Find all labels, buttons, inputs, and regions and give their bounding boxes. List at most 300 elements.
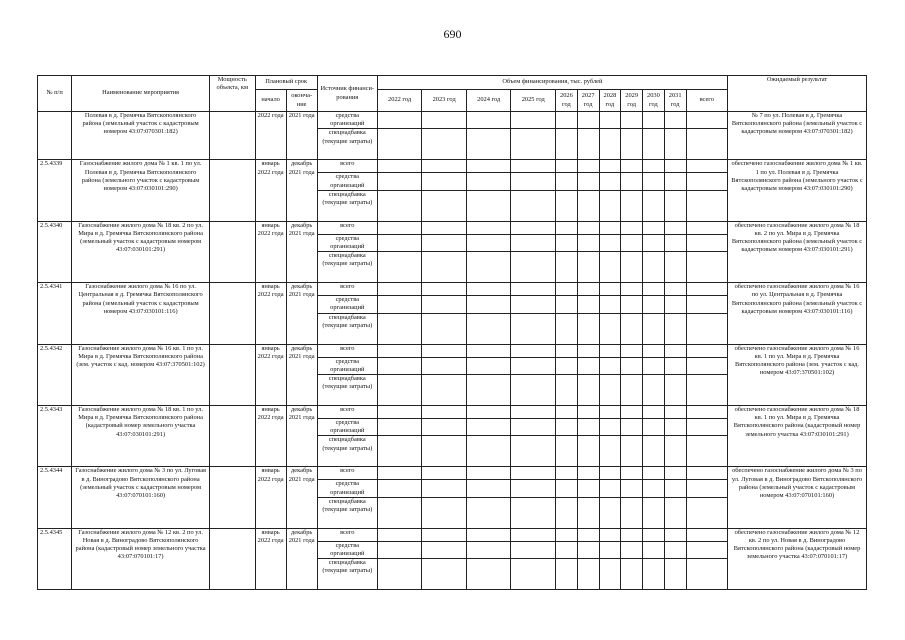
amount-cell (511, 436, 556, 467)
row-source: средства организаций (317, 296, 377, 313)
amount-cell (422, 357, 467, 374)
amount-cell (599, 406, 621, 419)
row-source: средства организаций (317, 234, 377, 251)
amount-cell (599, 344, 621, 357)
amount-cell (466, 112, 511, 129)
amount-cell (599, 190, 621, 221)
row-source: спецнадбавка (текущие затраты) (317, 129, 377, 160)
amount-cell (621, 160, 643, 173)
amount-cell (664, 252, 686, 283)
amount-cell (686, 436, 727, 467)
amount-cell (377, 160, 422, 173)
amount-cell (577, 221, 599, 234)
amount-cell (377, 283, 422, 296)
row-result: обеспечено газоснабжение жилого дома № 12 кв. 2 по ул. Новая в д. Виноградово Вятскополянского района (кадастровый номер земельного участка 43:07:070101:17) (728, 528, 867, 589)
amount-cell (599, 436, 621, 467)
amount-cell (686, 467, 727, 480)
amount-cell (577, 541, 599, 558)
amount-cell (511, 283, 556, 296)
row-name: Газоснабжение жилого дома № 12 кв. 2 по ул. Новая в д. Виноградово Вятскополянского района (кадастровый номер земельного участка 43:07:070101:17) (72, 528, 210, 589)
row-capacity (209, 406, 255, 467)
amount-cell (556, 375, 578, 406)
row-capacity (209, 283, 255, 344)
amount-cell (511, 375, 556, 406)
row-name: Газоснабжение жилого дома № 1 кв. 1 по ул. Полевая в д. Гремячка Вятскополянского района (земельного участок с кадастровым номером 43:07:030101:290) (72, 160, 210, 221)
table-row (38, 528, 867, 541)
row-result: обеспечено газоснабжение жилого дома № 18 кв. 1 по ул. Мира в д. Гремячка Вятскополянского района (кадастровый номер земельного участка 43:07:030101:291) (728, 406, 867, 467)
amount-cell (621, 480, 643, 497)
header-term: Плановый срок (255, 76, 317, 90)
row-number: 2.5.4339 (38, 160, 72, 221)
row-start: январь 2022 года (255, 283, 286, 344)
table-row (38, 467, 867, 480)
amount-cell (422, 160, 467, 173)
amount-cell (686, 190, 727, 221)
amount-cell (643, 313, 665, 344)
amount-cell (664, 313, 686, 344)
amount-cell (422, 234, 467, 251)
row-capacity (209, 467, 255, 528)
amount-cell (422, 406, 467, 419)
table-row (38, 406, 867, 419)
amount-cell (556, 528, 578, 541)
row-capacity (209, 112, 255, 160)
amount-cell (422, 541, 467, 558)
header-year-9: 2031 год (664, 90, 686, 112)
row-number: 2.5.4344 (38, 467, 72, 528)
table-row (38, 221, 867, 234)
amount-cell (599, 221, 621, 234)
amount-cell (686, 112, 727, 129)
amount-cell (621, 296, 643, 313)
row-start: январь 2022 года (255, 406, 286, 467)
row-name: Газоснабжение жилого дома № 18 кв. 1 по ул. Мира в д. Гремячка Вятскополянского района (кадастровый номер земельного участка 43:07:030101:291) (72, 406, 210, 467)
row-end: декабрь 2021 года (286, 221, 317, 282)
amount-cell (511, 357, 556, 374)
row-result: обеспечено газоснабжение жилого дома № 3 по ул. Луговая в д. Виноградово Вятскополянского района (земельный участок с кадастровым номером 43:07:070101:160) (728, 467, 867, 528)
amount-cell (686, 173, 727, 190)
row-capacity (209, 344, 255, 405)
row-capacity (209, 528, 255, 589)
row-number (38, 112, 72, 160)
amount-cell (556, 313, 578, 344)
header-year-7: 2029 год (621, 90, 643, 112)
amount-cell (664, 436, 686, 467)
amount-cell (422, 190, 467, 221)
amount-cell (422, 344, 467, 357)
amount-cell (643, 344, 665, 357)
page-number: 690 (443, 27, 462, 41)
header-source: Источник финанси-рования (317, 76, 377, 112)
amount-cell (664, 160, 686, 173)
amount-cell (621, 436, 643, 467)
amount-cell (556, 160, 578, 173)
amount-cell (621, 112, 643, 129)
amount-cell (686, 559, 727, 590)
amount-cell (577, 467, 599, 480)
amount-cell (577, 528, 599, 541)
amount-cell (377, 252, 422, 283)
amount-cell (643, 559, 665, 590)
amount-cell (643, 436, 665, 467)
amount-cell (643, 129, 665, 160)
amount-cell (643, 283, 665, 296)
amount-cell (664, 467, 686, 480)
table-row (38, 112, 867, 129)
amount-cell (577, 375, 599, 406)
row-number: 2.5.4340 (38, 221, 72, 282)
amount-cell (556, 467, 578, 480)
row-source: спецнадбавка (текущие затраты) (317, 436, 377, 467)
amount-cell (686, 313, 727, 344)
amount-cell (511, 467, 556, 480)
amount-cell (686, 541, 727, 558)
amount-cell (511, 406, 556, 419)
amount-cell (511, 112, 556, 129)
amount-cell (621, 467, 643, 480)
amount-cell (377, 541, 422, 558)
amount-cell (511, 480, 556, 497)
amount-cell (466, 357, 511, 374)
amount-cell (599, 283, 621, 296)
amount-cell (664, 344, 686, 357)
amount-cell (621, 357, 643, 374)
amount-cell (599, 375, 621, 406)
amount-cell (556, 497, 578, 528)
row-number: 2.5.4343 (38, 406, 72, 467)
amount-cell (577, 480, 599, 497)
amount-cell (664, 480, 686, 497)
amount-cell (422, 173, 467, 190)
amount-cell (466, 541, 511, 558)
header-term-start: начало (255, 90, 286, 112)
row-number: 2.5.4345 (38, 528, 72, 589)
amount-cell (422, 497, 467, 528)
amount-cell (556, 559, 578, 590)
row-result: № 7 по ул. Полевая в д. Гремячка Вятскополянского района (земельный участок с кадастровым номером 43:07:070301:182) (728, 112, 867, 160)
row-start: январь 2022 года (255, 467, 286, 528)
header-year-2: 2024 год (466, 90, 511, 112)
row-start: январь 2022 года (255, 221, 286, 282)
amount-cell (422, 252, 467, 283)
amount-cell (686, 296, 727, 313)
amount-cell (422, 480, 467, 497)
amount-cell (466, 528, 511, 541)
row-end: декабрь 2021 года (286, 528, 317, 589)
amount-cell (643, 541, 665, 558)
amount-cell (599, 160, 621, 173)
amount-cell (621, 129, 643, 160)
amount-cell (577, 497, 599, 528)
amount-cell (466, 173, 511, 190)
row-start: январь 2022 года (255, 160, 286, 221)
amount-cell (556, 129, 578, 160)
amount-cell (466, 436, 511, 467)
amount-cell (599, 467, 621, 480)
amount-cell (643, 160, 665, 173)
amount-cell (599, 419, 621, 436)
table-row (38, 283, 867, 296)
amount-cell (556, 283, 578, 296)
header-volume: Объем финансирования, тыс. рублей (377, 76, 727, 90)
amount-cell (577, 357, 599, 374)
amount-cell (377, 234, 422, 251)
row-capacity (209, 160, 255, 221)
amount-cell (556, 541, 578, 558)
amount-cell (466, 283, 511, 296)
row-source: всего (317, 467, 377, 480)
row-source: всего (317, 528, 377, 541)
header-term-end: оконча-ние (286, 90, 317, 112)
amount-cell (664, 406, 686, 419)
amount-cell (643, 406, 665, 419)
amount-cell (577, 283, 599, 296)
amount-cell (377, 357, 422, 374)
amount-cell (643, 234, 665, 251)
amount-cell (686, 160, 727, 173)
amount-cell (466, 129, 511, 160)
amount-cell (599, 129, 621, 160)
amount-cell (377, 173, 422, 190)
amount-cell (686, 344, 727, 357)
amount-cell (621, 190, 643, 221)
amount-cell (466, 344, 511, 357)
amount-cell (664, 221, 686, 234)
row-start: январь 2022 года (255, 528, 286, 589)
row-source: спецнадбавка (текущие затраты) (317, 190, 377, 221)
amount-cell (686, 129, 727, 160)
amount-cell (599, 234, 621, 251)
row-source: всего (317, 160, 377, 173)
amount-cell (686, 283, 727, 296)
amount-cell (686, 497, 727, 528)
amount-cell (664, 190, 686, 221)
financing-table (37, 75, 867, 590)
row-start: январь 2022 года (255, 344, 286, 405)
row-source: спецнадбавка (текущие затраты) (317, 252, 377, 283)
amount-cell (664, 234, 686, 251)
amount-cell (599, 541, 621, 558)
amount-cell (377, 344, 422, 357)
row-source: спецнадбавка (текущие затраты) (317, 559, 377, 590)
amount-cell (511, 419, 556, 436)
row-name: Газоснабжение жилого дома № 16 кв. 1 по ул. Мира в д. Гремячка Вятскополянского района (зем. участок с кад. номером 43:07:370501:102) (72, 344, 210, 405)
amount-cell (643, 497, 665, 528)
amount-cell (556, 406, 578, 419)
amount-cell (377, 313, 422, 344)
amount-cell (686, 528, 727, 541)
amount-cell (664, 112, 686, 129)
amount-cell (643, 480, 665, 497)
amount-cell (466, 559, 511, 590)
amount-cell (466, 190, 511, 221)
amount-cell (422, 129, 467, 160)
amount-cell (577, 129, 599, 160)
amount-cell (686, 221, 727, 234)
amount-cell (377, 221, 422, 234)
amount-cell (511, 313, 556, 344)
amount-cell (577, 160, 599, 173)
header-num: № п/п (38, 76, 72, 112)
amount-cell (466, 406, 511, 419)
amount-cell (577, 344, 599, 357)
amount-cell (599, 497, 621, 528)
row-source: спецнадбавка (текущие затраты) (317, 497, 377, 528)
row-source: спецнадбавка (текущие затраты) (317, 313, 377, 344)
amount-cell (599, 112, 621, 129)
amount-cell (377, 375, 422, 406)
amount-cell (664, 375, 686, 406)
amount-cell (621, 173, 643, 190)
header-result: Ожидаемый результат (728, 76, 867, 112)
row-capacity (209, 221, 255, 282)
table-header (38, 76, 867, 112)
amount-cell (599, 559, 621, 590)
amount-cell (377, 112, 422, 129)
row-source: средства организаций (317, 541, 377, 558)
amount-cell (422, 528, 467, 541)
amount-cell (643, 528, 665, 541)
amount-cell (511, 252, 556, 283)
row-source: всего (317, 406, 377, 419)
amount-cell (577, 406, 599, 419)
header-year-10: всего (686, 90, 727, 112)
amount-cell (466, 252, 511, 283)
amount-cell (377, 190, 422, 221)
amount-cell (377, 528, 422, 541)
amount-cell (556, 344, 578, 357)
amount-cell (664, 296, 686, 313)
row-end: декабрь 2021 года (286, 406, 317, 467)
amount-cell (621, 344, 643, 357)
row-name: Газоснабжение жилого дома № 18 кв. 2 по ул. Мира в д. Гремячка Вятскополянского района (земельный участок с кадастровым номером 43:07:030101:291) (72, 221, 210, 282)
table-body (38, 112, 867, 590)
row-end: декабрь 2021 года (286, 344, 317, 405)
row-end: 2021 года (286, 112, 317, 160)
row-source: средства организаций (317, 419, 377, 436)
amount-cell (556, 234, 578, 251)
amount-cell (686, 375, 727, 406)
amount-cell (664, 419, 686, 436)
amount-cell (621, 497, 643, 528)
amount-cell (377, 296, 422, 313)
amount-cell (621, 419, 643, 436)
amount-cell (556, 112, 578, 129)
amount-cell (511, 528, 556, 541)
row-source: всего (317, 344, 377, 357)
header-name: Наименование мероприятия (72, 76, 210, 112)
amount-cell (621, 221, 643, 234)
amount-cell (621, 283, 643, 296)
amount-cell (422, 313, 467, 344)
amount-cell (599, 173, 621, 190)
amount-cell (556, 252, 578, 283)
row-end: декабрь 2021 года (286, 160, 317, 221)
amount-cell (377, 406, 422, 419)
table-row (38, 160, 867, 173)
row-result: обеспечено газоснабжение жилого дома № 18 кв. 2 по ул. Мира в д. Гремячка Вятскополянского района (земельный участок с кадастровым номером 43:07:030101:291) (728, 221, 867, 282)
amount-cell (422, 436, 467, 467)
amount-cell (664, 541, 686, 558)
amount-cell (466, 221, 511, 234)
amount-cell (643, 173, 665, 190)
amount-cell (511, 497, 556, 528)
amount-cell (621, 541, 643, 558)
amount-cell (377, 497, 422, 528)
row-source: средства организаций (317, 173, 377, 190)
amount-cell (664, 173, 686, 190)
amount-cell (377, 467, 422, 480)
amount-cell (422, 375, 467, 406)
amount-cell (422, 112, 467, 129)
amount-cell (577, 559, 599, 590)
header-year-3: 2025 год (511, 90, 556, 112)
amount-cell (664, 528, 686, 541)
amount-cell (643, 296, 665, 313)
amount-cell (664, 357, 686, 374)
row-number: 2.5.4341 (38, 283, 72, 344)
amount-cell (664, 559, 686, 590)
amount-cell (377, 129, 422, 160)
amount-cell (621, 375, 643, 406)
amount-cell (466, 234, 511, 251)
amount-cell (556, 173, 578, 190)
amount-cell (466, 419, 511, 436)
amount-cell (686, 406, 727, 419)
amount-cell (577, 252, 599, 283)
amount-cell (577, 190, 599, 221)
amount-cell (643, 252, 665, 283)
amount-cell (511, 541, 556, 558)
amount-cell (511, 173, 556, 190)
amount-cell (643, 419, 665, 436)
amount-cell (466, 296, 511, 313)
amount-cell (577, 313, 599, 344)
amount-cell (686, 234, 727, 251)
amount-cell (511, 221, 556, 234)
header-year-5: 2027 год (577, 90, 599, 112)
amount-cell (599, 296, 621, 313)
row-source: средства организаций (317, 357, 377, 374)
amount-cell (643, 467, 665, 480)
header-year-8: 2030 год (643, 90, 665, 112)
amount-cell (377, 419, 422, 436)
amount-cell (643, 357, 665, 374)
header-capacity: Мощность объекта, км (209, 76, 255, 112)
amount-cell (664, 283, 686, 296)
amount-cell (599, 528, 621, 541)
amount-cell (377, 480, 422, 497)
amount-cell (422, 221, 467, 234)
amount-cell (511, 160, 556, 173)
header-year-1: 2023 год (422, 90, 467, 112)
amount-cell (577, 296, 599, 313)
amount-cell (643, 112, 665, 129)
amount-cell (422, 467, 467, 480)
row-result: обеспечено газоснабжение жилого дома № 16 по ул. Центральная в д. Гремячка Вятскополянского района (земельный участок с кадастровым номером 43:07:030101:116) (728, 283, 867, 344)
amount-cell (621, 313, 643, 344)
row-source: средства организаций (317, 112, 377, 129)
amount-cell (686, 419, 727, 436)
amount-cell (599, 357, 621, 374)
amount-cell (556, 419, 578, 436)
amount-cell (556, 357, 578, 374)
amount-cell (422, 283, 467, 296)
amount-cell (556, 190, 578, 221)
row-number: 2.5.4342 (38, 344, 72, 405)
row-start: 2022 года (255, 112, 286, 160)
amount-cell (466, 160, 511, 173)
